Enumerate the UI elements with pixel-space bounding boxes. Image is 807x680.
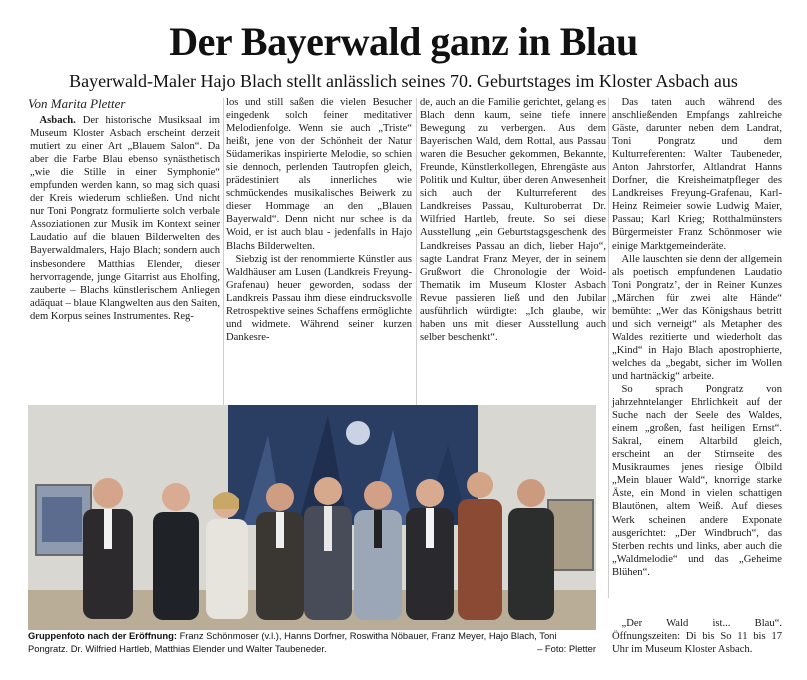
opening-hours-note: „Der Wald ist... Blau“. Öffnungszeiten: Di bis So 11 bis 17 Uhr im Museum Kloster Asbach. xyxy=(612,618,782,656)
article-column-1 xyxy=(30,114,220,323)
byline: Von Marita Pletter xyxy=(28,96,126,111)
photo-caption xyxy=(28,630,596,655)
caption-names: Franz Schönmoser (v.l.), Hanns Dorfner, Roswitha Nöbauer, Franz Meyer, Hajo Blach, Toni Pongratz. Dr. Wilfried Hartleb, Matthias Elender und Walter Taubeneder. xyxy=(28,630,557,654)
column-4-paragraph-3: So sprach Pongratz von jahrzehntelanger Ehrlichkeit auf der Suche nach der Seele des Waldes, einem „großen, fast heiligen Ernst“. Sakral, einem Altarbild gleich, erscheint an der Stirnseite des Musikraumes jenes riesige Ölbild „Mein blauer Wald“, knorrige starke Äste, ein Mond in vielen schattigen Blautönen, altem Weiß. Auf dieses Werk scheinen andere Exponate ausgerichtet: „Der Windbruch“, das Sterben rechts und links, aber auch die „Waldmelodie“ und das „Geheime Blühen“. xyxy=(612,384,782,578)
photo-credit: – Foto: Pletter xyxy=(537,642,596,654)
right-painting xyxy=(548,500,593,570)
article-column-4 xyxy=(612,96,782,579)
column-2-paragraph-2: Siebzig ist der renommierte Künstler aus Waldhäuser am Lusen (Landkreis Freyung-Grafenau) heuer geworden, sodass der Landkreis Passau ihm diese eindrucksvolle Retrospektive seines Schaffens ermöglichte und widmete. Während seiner kurzen Dankesre- xyxy=(226,253,412,343)
caption-lead: Gruppenfoto nach der Eröffnung: xyxy=(28,630,177,641)
column-4-paragraph-1: Das taten auch während des anschließenden Empfangs zahlreiche Gäste, darunter neben dem Landrat, Toni Pongratz und dem Kulturreferenten: Walter Taubeneder, Anton Jahrstorfer, Altlandrat Hanns Dorfner, die Kreisheimatpfleger des Landkreises Freyung-Grafenau, Karl-Heinz Reimeier sowie Ludwig Maier, Passau; Karl Krieg; Rotthalmünsters Bürgermeister Franz Schönmoser wie einige Marktgemeinderäte. xyxy=(612,97,782,252)
column-4-paragraph-2: Alle lauschten sie denn der allgemein als poetisch empfundenen Laudatio Toni Pongratz’, der in Reiner Kunzes „Märchen für zwei alte Hände“ bemühte: „Wer das Königshaus betritt und sich verneigt“ als Metapher des Waldes rezitierte und wiederholt das „Kind“ in Hajo Blach apostrophierte, welches da „begabt, sicher im Wollen und hartnäckig“ arbeite. xyxy=(612,253,782,382)
dateline: Asbach. xyxy=(39,115,76,126)
column-1-paragraph xyxy=(30,114,220,323)
article-column-4-end xyxy=(612,617,782,656)
column-2-paragraph-1: los und still saßen die vielen Besucher eingedenk solch feiner meditativer Melodienfolge. Wenn sie auch „Triste“ heißt, jene von der Schönheit der Natur Südamerikas inspirierte Melodie, so schien sie dennoch, perlenden Tautropfen gleich, prädestiniert als innerliches wie schmückendes musikalisches Beiwerk zu dieser Hommage an den „Blauen Bayerwald“. Denn nicht nur schee is da Woid, er ist auch blau - jedenfalls in Hajo Blachs Bilderwelten. xyxy=(226,97,412,252)
column-rule xyxy=(608,98,609,598)
subheadline: Bayerwald-Maler Hajo Blach stellt anlässlich seines 70. Geburtstages im Kloster Asbach aus xyxy=(69,71,738,91)
column-3-paragraph-1: de, auch an die Familie gerichtet, gelang es Blach denn kaum, seine tiefe innere Bewegung zu verbergen. Aus dem Bayerischen Wald, dem Rottal, aus Passau waren die Besucher gekommen, Bekannte, Freunde, Künstlerkollegen, Ehrengäste aus Politik und Kultur, über deren Anwesenheit sich auch der Kulturreferent des Landkreises Passau, Kulturoberrat Dr. Wilfried Hartleb, freute. So sei diese Ausstellung „ein Geburtstagsgeschenk des Landkreises Passau an dich, lieber Hajo“, sagte Landrat Franz Meyer, der in seinem Grußwort die Chronologie der Woid-Thematik im Museum Kloster Asbach Revue passieren ließ und den Jubilar ausführlich würdigte: „Ich glaube, wir haben uns mit dieser Ausstellung auch selber beschenkt“. xyxy=(420,97,606,343)
article-column-3 xyxy=(420,96,606,344)
group-photo-illustration xyxy=(28,405,596,630)
group-photo xyxy=(28,405,596,630)
article-column-2 xyxy=(226,96,412,344)
column-1-text: Der historische Musiksaal im Museum Kloster Asbach erscheint derzeit mutiert zu einer Art „Blauem Salon“. Da aber die Farbe Blau ebenso synästhetisch „wie die Stille in einer Symphonie“ empfunden werden kann, so mag sich quasi der Kreis wiederum schließen. Und nicht nur Toni Pongratz formulierte solch verbale Assoziationen zur Musik im Kontext seiner Laudatio auf die blauen Bilderwelten des Bayerwaldmalers, Hajo Blach; sondern auch insbesondere Matthias Elender, dieser hervorragende, junge Gitarrist aus Eholfing, zauberte – Blachs künstlerischem Anliegen adäquat – blaue Klangwelten aus den Saiten, dem Korpus seines Instrumentes. Reg- xyxy=(30,115,220,322)
headline: Der Bayerwald ganz in Blau xyxy=(169,19,638,64)
